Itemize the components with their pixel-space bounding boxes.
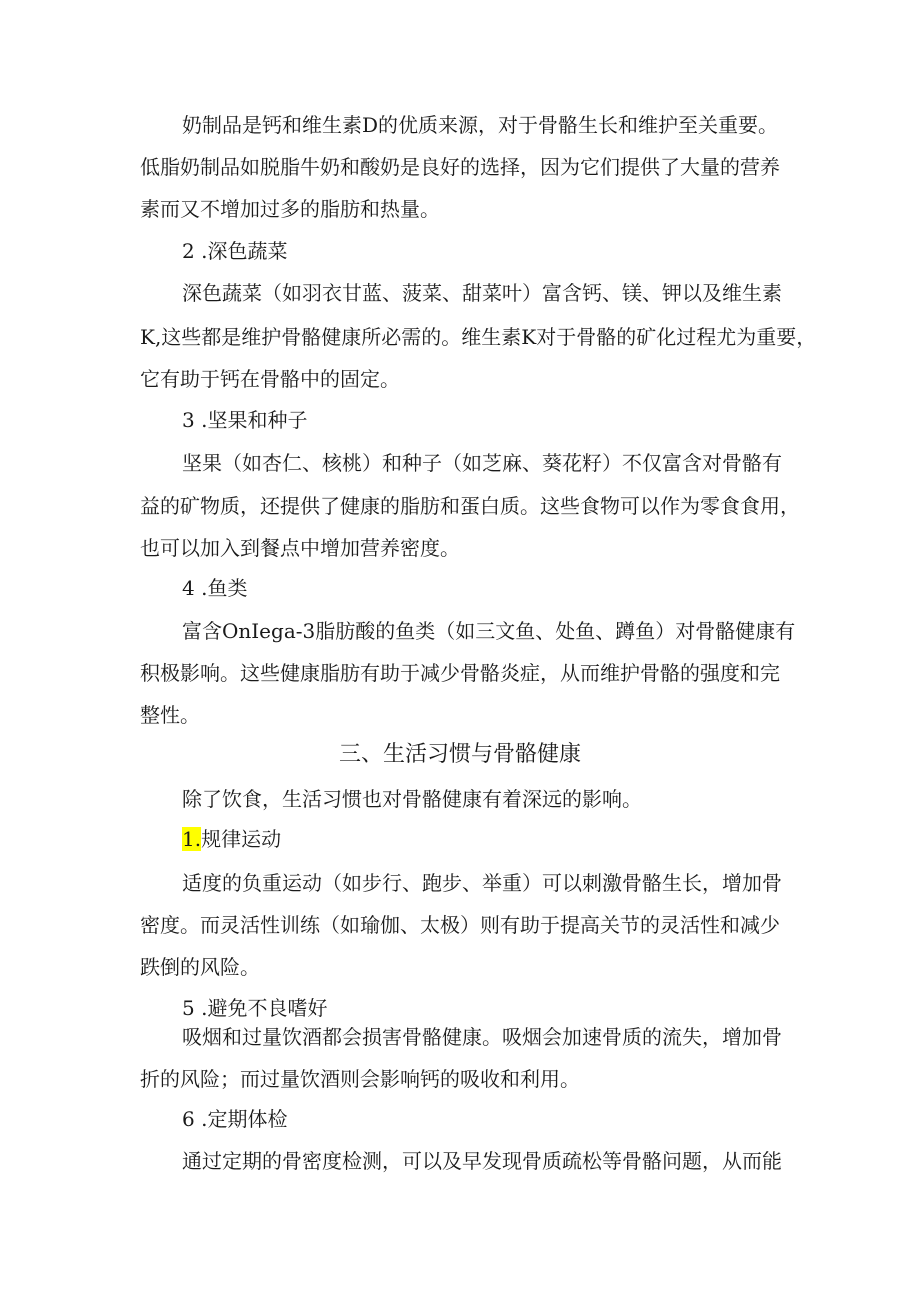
paragraph-habits-line-2: 折的风险；而过量饮酒则会影响钙的吸收和利用。 (140, 1067, 580, 1091)
paragraph-nuts-line-2: 益的矿物质，还提供了健康的脂肪和蛋白质。这些食物可以作为零食食用， (140, 494, 800, 518)
paragraph-fish-line-2: 积极影响。这些健康脂肪有助于减少骨骼炎症，从而维护骨骼的强度和完 (140, 661, 780, 685)
paragraph-vegetables-line-1: 深色蔬菜（如羽衣甘蓝、菠菜、甜菜叶）富含钙、镁、钾以及维生素 (182, 281, 782, 305)
subheading-regular-exercise (182, 818, 842, 860)
subheading-dark-vegetables: 2 .深色蔬菜 (182, 239, 288, 263)
paragraph-exercise-line-1: 适度的负重运动（如步行、跑步、举重）可以刺激骨骼生长，增加骨 (182, 871, 782, 895)
paragraph-lifestyle-intro: 除了饮食，生活习惯也对骨骼健康有着深远的影响。 (182, 787, 642, 811)
highlighted-list-number: 1. (182, 827, 202, 851)
subheading-nuts-seeds: 3 .坚果和种子 (182, 408, 308, 432)
paragraph-fish-line-1: 富含OnIega-3脂肪酸的鱼类（如三文鱼、处鱼、蹲鱼）对骨骼健康有 (182, 619, 796, 643)
paragraph-vegetables-line-2: K,这些都是维护骨骼健康所必需的。维生素K对于骨骼的矿化过程尤为重要， (140, 325, 817, 349)
paragraph-dairy-line-2: 低脂奶制品如脱脂牛奶和酸奶是良好的选择，因为它们提供了大量的营养 (140, 155, 780, 179)
paragraph-nuts-line-1: 坚果（如杏仁、核桃）和种子（如芝麻、葵花籽）不仅富含对骨骼有 (182, 451, 782, 475)
subheading-regular-checkup: 6 .定期体检 (182, 1107, 288, 1131)
paragraph-dairy-line-1: 奶制品是钙和维生素D的优质来源，对于骨骼生长和维护至关重要。 (182, 113, 779, 137)
subheading-fish: 4 .鱼类 (182, 576, 248, 600)
paragraph-habits-line-1: 吸烟和过量饮酒都会损害骨骼健康。吸烟会加速骨质的流失，增加骨 (182, 1025, 782, 1049)
paragraph-vegetables-line-3: 它有助于钙在骨骼中的固定。 (140, 367, 400, 391)
paragraph-dairy-line-3: 素而又不增加过多的脂肪和热量。 (140, 197, 440, 221)
paragraph-exercise-line-3: 跌倒的风险。 (140, 955, 260, 979)
subheading-avoid-habits: 5 .避免不良嗜好 (182, 996, 328, 1020)
paragraph-fish-line-3: 整性。 (140, 703, 200, 727)
subheading-label: 规律运动 (201, 827, 282, 851)
paragraph-checkup-line-1: 通过定期的骨密度检测，可以及早发现骨质疏松等骨骼问题，从而能 (182, 1149, 782, 1173)
paragraph-nuts-line-3: 也可以加入到餐点中增加营养密度。 (140, 536, 460, 560)
paragraph-exercise-line-2: 密度。而灵活性训练（如瑜伽、太极）则有助于提高关节的灵活性和减少 (140, 913, 780, 937)
section-title-lifestyle: 三、生活习惯与骨骼健康 (338, 742, 581, 767)
